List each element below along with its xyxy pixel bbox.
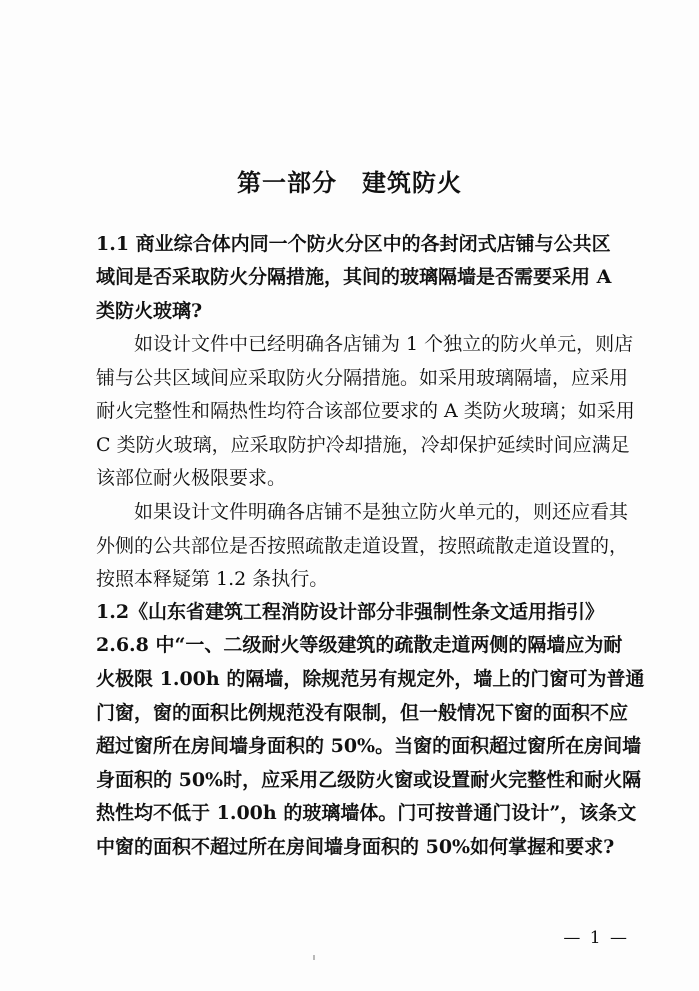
question-1-2-line-7: 热性均不低于 1.00h 的玻璃墙体。门可按普通门设计”，该条文 (96, 802, 637, 824)
scan-speck (313, 955, 315, 960)
answer-1-1-p1-line-2: 铺与公共区域间应采取防火分隔措施。如采用玻璃隔墙，应采用 (96, 367, 629, 389)
answer-1-1-p1-line-3: 耐火完整性和隔热性均符合该部位要求的 A 类防火玻璃；如采用 (96, 400, 635, 422)
answer-1-1-p2-line-2: 外侧的公共部位是否按照疏散走道设置，按照疏散走道设置的， (96, 535, 629, 557)
question-1-2-line-1: 1.2《山东省建筑工程消防设计部分非强制性条文适用指引》 (96, 601, 605, 623)
question-1-2-line-2: 2.6.8 中“一、二级耐火等级建筑的疏散走道两侧的隔墙应为耐 (96, 634, 623, 656)
section-title: 第一部分 建筑防火 (237, 169, 462, 197)
answer-1-1-p1-line-4: C 类防火玻璃，应采取防护冷却措施，冷却保护延续时间应满足 (96, 434, 630, 456)
answer-1-1-p2-line-1: 如果设计文件明确各店铺不是独立防火单元的，则还应看其 (134, 501, 629, 523)
question-1-1-line-1: 1.1 商业综合体内同一个防火分区中的各封闭式店铺与公共区 (96, 233, 611, 255)
question-1-2-line-4: 门窗，窗的面积比例规范没有限制，但一般情况下窗的面积不应 (96, 702, 629, 724)
question-1-1-line-3: 类防火玻璃? (96, 300, 203, 322)
question-1-2-line-3: 火极限 1.00h 的隔墙，除规范另有规定外，墙上的门窗可为普通 (96, 668, 645, 690)
question-1-2-line-5: 超过窗所在房间墙身面积的 50%。当窗的面积超过窗所在房间墙 (96, 735, 642, 757)
question-1-2-line-6: 身面积的 50%时，应采用乙级防火窗或设置耐火完整性和耐火隔 (96, 769, 642, 791)
page-number: — 1 — (563, 928, 629, 948)
answer-1-1-p1-line-5: 该部位耐火极限要求。 (96, 467, 287, 489)
question-1-2-line-8: 中窗的面积不超过所在房间墙身面积的 50%如何掌握和要求? (96, 836, 615, 858)
question-1-1-line-2: 域间是否采取防火分隔措施，其间的玻璃隔墙是否需要采用 A (96, 266, 612, 288)
answer-1-1-p2-line-3: 按照本释疑第 1.2 条执行。 (96, 568, 329, 590)
answer-1-1-p1-line-1: 如设计文件中已经明确各店铺为 1 个独立的防火单元，则店 (134, 333, 634, 355)
